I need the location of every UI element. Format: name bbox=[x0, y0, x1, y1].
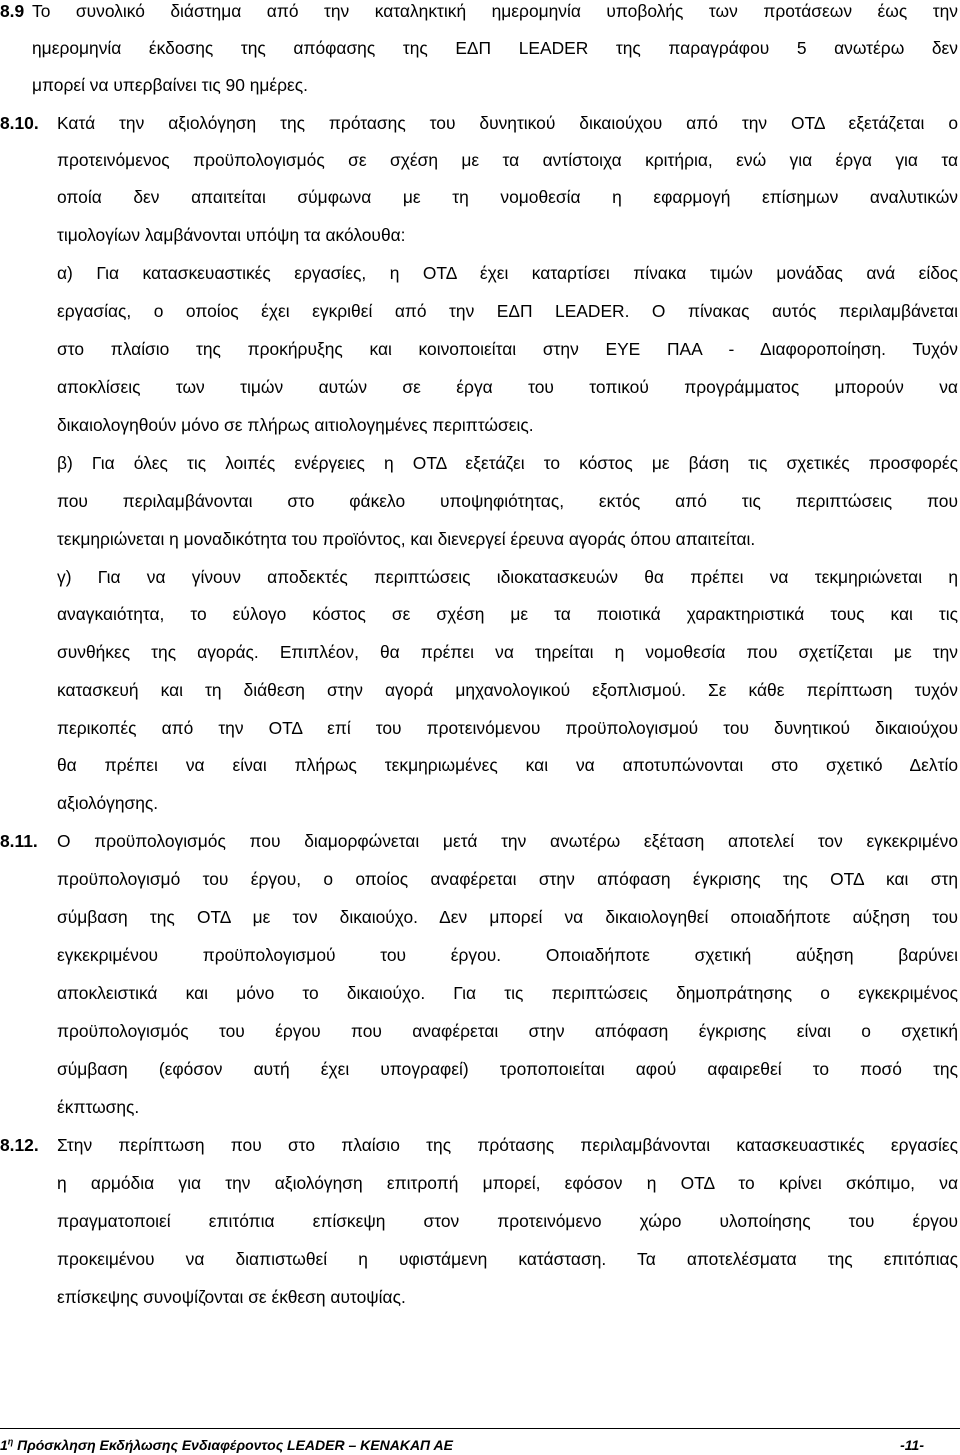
text-line: που περιλαμβάνονται στο φάκελο υποψηφιότητας, εκτός από τις περιπτώσεις που bbox=[57, 491, 958, 511]
text-line: αναγκαιότητα, το εύλογο κόστος σε σχέση με τα ποιοτικά χαρακτηριστικά τους και τις bbox=[57, 604, 958, 624]
text-line: τεκμηριώνεται η μοναδικότητα του προϊόντος, και διενεργεί έρευνα αγοράς όπου απαιτείται. bbox=[57, 529, 756, 549]
footer-divider bbox=[0, 1428, 960, 1429]
text-line: θα πρέπει να είναι πλήρως τεκμηριωμένες και να αποτυπώνονται στο σχετικό Δελτίο bbox=[57, 755, 958, 775]
text-line: προϋπολογισμός του έργου που αναφέρεται στην απόφαση έγκρισης είναι ο σχετική bbox=[57, 1021, 958, 1041]
text-line: η αρμόδια για την αξιολόγηση επιτροπή μπορεί, εφόσον η ΟΤΔ το κρίνει σκόπιμο, να bbox=[57, 1173, 958, 1193]
footer-ordinal-sup: η bbox=[7, 1436, 14, 1447]
section-number-8-9: 8.9 bbox=[0, 1, 25, 21]
text-line: Ο προϋπολογισμός που διαμορφώνεται μετά την ανωτέρω εξέταση αποτελεί τον εγκεκριμένο bbox=[57, 831, 958, 851]
text-line: επίσκεψης συνοψίζονται σε έκθεση αυτοψίας. bbox=[57, 1287, 406, 1307]
section-number-8-11: 8.11. bbox=[0, 831, 38, 851]
text-line: ημερομηνία έκδοσης της απόφασης της ΕΔΠ LEADER της παραγράφου 5 ανωτέρω δεν bbox=[32, 38, 958, 58]
text-line: αποκλειστικά και μόνο το δικαιούχο. Για τις περιπτώσεις δημοπράτησης ο εγκεκριμένος bbox=[57, 983, 958, 1003]
text-line: προκειμένου να διαπιστωθεί η υφιστάμενη κατάσταση. Τα αποτελέσματα της επιτόπιας bbox=[57, 1249, 958, 1269]
text-line: γ) Για να γίνουν αποδεκτές περιπτώσεις ιδιοκατασκευών θα πρέπει να τεκμηριώνεται η bbox=[57, 567, 958, 587]
text-line: κατασκευή και τη διάθεση στην αγορά μηχανολογικού εξοπλισμού. Σε κάθε περίπτωση τυχόν bbox=[57, 680, 958, 700]
page-number: -11- bbox=[900, 1437, 924, 1453]
text-line: περικοπές από την ΟΤΔ επί του προτεινόμενου προϋπολογισμού του δυνητικού δικαιούχου bbox=[57, 718, 958, 738]
text-line: Στην περίπτωση που στο πλαίσιο της πρότασης περιλαμβάνονται κατασκευαστικές εργασίες bbox=[57, 1135, 958, 1155]
page-footer bbox=[0, 1436, 960, 1454]
text-line: στο πλαίσιο της προκήρυξης και κοινοποιείται στην ΕΥΕ ΠΑΑ - Διαφοροποίηση. Τυχόν bbox=[57, 339, 958, 359]
section-number-8-10: 8.10. bbox=[0, 113, 39, 133]
text-line: σύμβαση (εφόσον αυτή έχει υπογραφεί) τροποποιείται αφού αφαιρεθεί το ποσό της bbox=[57, 1059, 958, 1079]
text-line: Κατά την αξιολόγηση της πρότασης του δυνητικού δικαιούχου από την ΟΤΔ εξετάζεται ο bbox=[57, 113, 958, 133]
text-line: οποία δεν απαιτείται σύμφωνα με τη νομοθεσία η εφαρμογή επίσημων αναλυτικών bbox=[57, 187, 958, 207]
text-line: προϋπολογισμό του έργου, ο οποίος αναφέρεται στην απόφαση έγκρισης της ΟΤΔ και στη bbox=[57, 869, 958, 889]
text-line: προτεινόμενος προϋπολογισμός σε σχέση με τα αντίστοιχα κριτήρια, ενώ για έργα για τα bbox=[57, 150, 958, 170]
text-line: δικαιολογηθούν μόνο σε πλήρως αιτιολογημένες περιπτώσεις. bbox=[57, 415, 534, 435]
text-line: έκπτωσης. bbox=[57, 1097, 140, 1117]
text-line: συνθήκες της αγοράς. Επιπλέον, θα πρέπει να τηρείται η νομοθεσία που σχετίζεται με την bbox=[57, 642, 958, 662]
text-line: εργασίας, ο οποίος έχει εγκριθεί από την ΕΔΠ LEADER. Ο πίνακας αυτός περιλαμβάνεται bbox=[57, 301, 958, 321]
footer-title: Πρόσκληση Εκδήλωσης Ενδιαφέροντος LEADER – ΚΕΝΑΚΑΠ ΑΕ bbox=[13, 1437, 453, 1453]
text-line: αποκλίσεις των τιμών αυτών σε έργα του τοπικού προγράμματος μπορούν να bbox=[57, 377, 958, 397]
text-line: β) Για όλες τις λοιπές ενέργειες η ΟΤΔ εξετάζει το κόστος με βάση τις σχετικές προσφορές bbox=[57, 453, 958, 473]
text-line: αξιολόγησης. bbox=[57, 793, 159, 813]
text-line: εγκεκριμένου προϋπολογισμού του έργου. Οποιαδήποτε σχετική αύξηση βαρύνει bbox=[57, 945, 958, 965]
text-line: μπορεί να υπερβαίνει τις 90 ημέρες. bbox=[32, 75, 309, 95]
text-line: πραγματοποιεί επιτόπια επίσκεψη στον προτεινόμενο χώρο υλοποίησης του έργου bbox=[57, 1211, 958, 1231]
text-line: α) Για κατασκευαστικές εργασίες, η ΟΤΔ έχει καταρτίσει πίνακα τιμών μονάδας ανά είδος bbox=[57, 263, 958, 283]
footer-ordinal: 1 bbox=[0, 1437, 8, 1453]
text-line: τιμολογίων λαμβάνονται υπόψη τα ακόλουθα: bbox=[57, 225, 406, 245]
text-line: Το συνολικό διάστημα από την καταληκτική ημερομηνία υποβολής των προτάσεων έως την bbox=[32, 1, 958, 21]
section-number-8-12: 8.12. bbox=[0, 1135, 39, 1155]
text-line: σύμβαση της ΟΤΔ με τον δικαιούχο. Δεν μπορεί να δικαιολογηθεί οποιαδήποτε αύξηση του bbox=[57, 907, 958, 927]
